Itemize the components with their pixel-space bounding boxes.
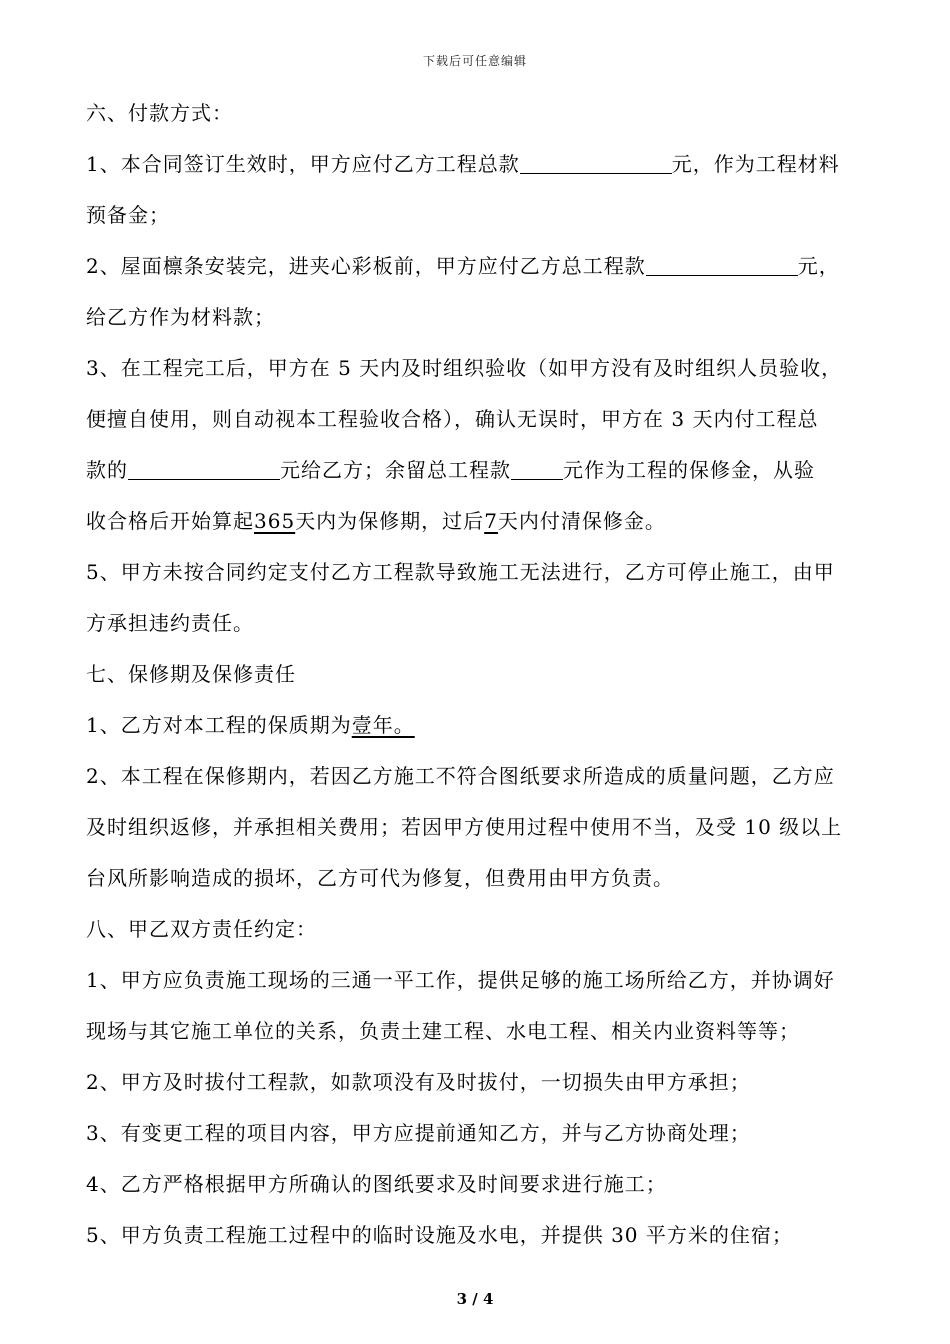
text-span: 天内为保修期，过后: [295, 509, 485, 533]
text-span: 款的: [86, 458, 128, 482]
blank-payment-amount: [128, 455, 280, 480]
blank-total-amount: [520, 149, 672, 174]
section-7-line-1: [86, 700, 886, 751]
section-6-line-4: 给乙方作为材料款；: [86, 305, 275, 329]
section-6-line-1: [86, 139, 886, 190]
warranty-days: 365: [254, 509, 296, 533]
document-body: [86, 88, 886, 1261]
section-6-line-9: 5、甲方未按合同约定支付乙方工程款导致施工无法进行，乙方可停止施工，由甲: [86, 560, 835, 584]
section-6-line-2: 预备金；: [86, 203, 170, 227]
text-span: 元作为工程的保修金，从验: [563, 458, 815, 482]
section-6-line-10: 方承担违约责任。: [86, 611, 254, 635]
section-6-line-5: 3、在工程完工后，甲方在 5 天内及时组织验收（如甲方没有及时组织人员验收，: [86, 356, 843, 380]
text-span: 元，作为工程材料: [671, 152, 840, 176]
section-8-line-1: 1、甲方应负责施工现场的三通一平工作，提供足够的施工场所给乙方，并协调好: [86, 968, 835, 992]
section-7-line-4: 台风所影响造成的损坏，乙方可代为修复，但费用由甲方负责。: [86, 866, 674, 890]
page-header: 下载后可任意编辑: [422, 54, 527, 68]
section-6-line-7: [86, 445, 886, 496]
section-6-line-3: [86, 241, 886, 292]
section-7-line-2: 2、本工程在保修期内，若因乙方施工不符合图纸要求所造成的质量问题，乙方应: [86, 764, 835, 788]
blank-material-amount: [646, 251, 798, 276]
text-span: 1、乙方对本工程的保质期为: [86, 713, 352, 737]
section-8-title: 八、甲乙双方责任约定：: [86, 917, 317, 941]
section-8-line-4: 3、有变更工程的项目内容，甲方应提前通知乙方，并与乙方协商处理；: [86, 1121, 751, 1145]
payoff-days: 7: [484, 509, 498, 533]
warranty-period: 壹年。: [351, 713, 415, 737]
section-7-line-3: 及时组织返修，并承担相关费用；若因甲方使用过程中使用不当，及受 10 级以上: [86, 815, 843, 839]
blank-retention-amount: [511, 455, 563, 480]
page-number: 3 / 4: [456, 1290, 494, 1308]
section-6-title: 六、付款方式：: [86, 101, 233, 125]
text-span: 元给乙方；余留总工程款: [280, 458, 511, 482]
text-span: 天内付清保修金。: [497, 509, 666, 533]
section-6-line-8: [86, 496, 886, 547]
text-span: 收合格后开始算起: [86, 509, 254, 533]
section-8-line-5: 4、乙方严格根据甲方所确认的图纸要求及时间要求进行施工；: [86, 1172, 667, 1196]
text-span: 1、本合同签订生效时，甲方应付乙方工程总款: [86, 152, 520, 176]
section-8-line-2: 现场与其它施工单位的关系，负责土建工程、水电工程、相关内业资料等等；: [86, 1019, 800, 1043]
section-7-title: 七、保修期及保修责任: [86, 662, 296, 686]
section-8-line-3: 2、甲方及时拔付工程款，如款项没有及时拔付，一切损失由甲方承担；: [86, 1070, 751, 1094]
section-8-line-6: 5、甲方负责工程施工过程中的临时设施及水电，并提供 30 平方米的住宿；: [86, 1223, 793, 1247]
text-span: 元，: [797, 254, 840, 278]
section-6-line-6: 便擅自使用，则自动视本工程验收合格），确认无误时，甲方在 3 天内付工程总: [86, 407, 819, 431]
text-span: 2、屋面檩条安装完，进夹心彩板前，甲方应付乙方总工程款: [86, 254, 646, 278]
